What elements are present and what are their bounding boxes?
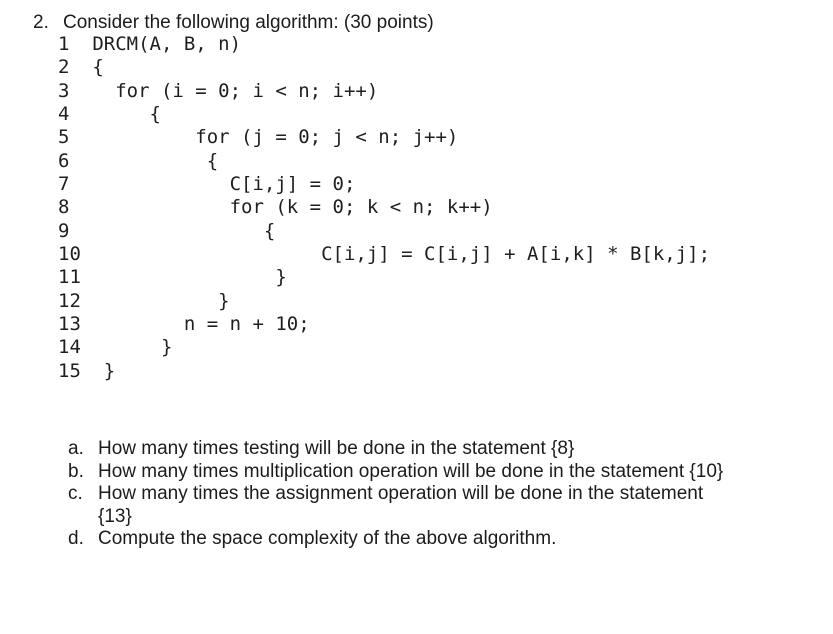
sub-question-text: How many times the assignment operation will be done in the statement {13} — [98, 483, 704, 527]
code-line-10: 10 C[i,j] = C[i,j] + A[i,k] * B[k,j]; — [58, 243, 711, 266]
sub-question-b — [68, 461, 723, 484]
code-line-2: 2 { — [58, 56, 104, 79]
sub-question-label: c. — [68, 483, 83, 505]
sub-questions-list — [68, 438, 723, 551]
code-line-12: 12 } — [58, 289, 230, 312]
code-line-8: 8 for (k = 0; k < n; k++) — [58, 196, 493, 219]
code-line-4: 4 { — [58, 103, 161, 126]
question-title: Consider the following algorithm: (30 points) — [63, 12, 434, 33]
sub-question-label: b. — [68, 460, 84, 482]
question-heading — [33, 11, 434, 34]
sub-question-text: Compute the space complexity of the above algorithm. — [98, 528, 557, 550]
code-line-1: 1 DRCM(A, B, n) — [58, 33, 242, 55]
algorithm-code-block — [58, 33, 710, 383]
sub-question-text: How many times multiplication operation will be done in the statement {10} — [98, 460, 724, 482]
code-line-13: 13 n = n + 10; — [58, 313, 310, 336]
code-line-11: 11 } — [58, 266, 287, 289]
sub-question-a — [68, 438, 723, 461]
sub-question-label: d. — [68, 528, 84, 550]
code-line-6: 6 { — [58, 149, 219, 172]
code-line-9: 9 { — [58, 219, 276, 242]
code-line-14: 14 } — [58, 336, 173, 359]
code-line-15: 15 } — [58, 359, 116, 382]
code-line-7: 7 C[i,j] = 0; — [58, 173, 356, 196]
code-line-5: 5 for (j = 0; j < n; j++) — [58, 126, 459, 149]
sub-question-label: a. — [68, 438, 84, 459]
sub-question-d — [68, 528, 723, 551]
code-line-3: 3 for (i = 0; i < n; i++) — [58, 79, 379, 102]
sub-question-c — [68, 483, 723, 528]
sub-question-text: How many times testing will be done in the statement {8} — [98, 438, 575, 459]
question-number: 2. — [33, 12, 49, 33]
